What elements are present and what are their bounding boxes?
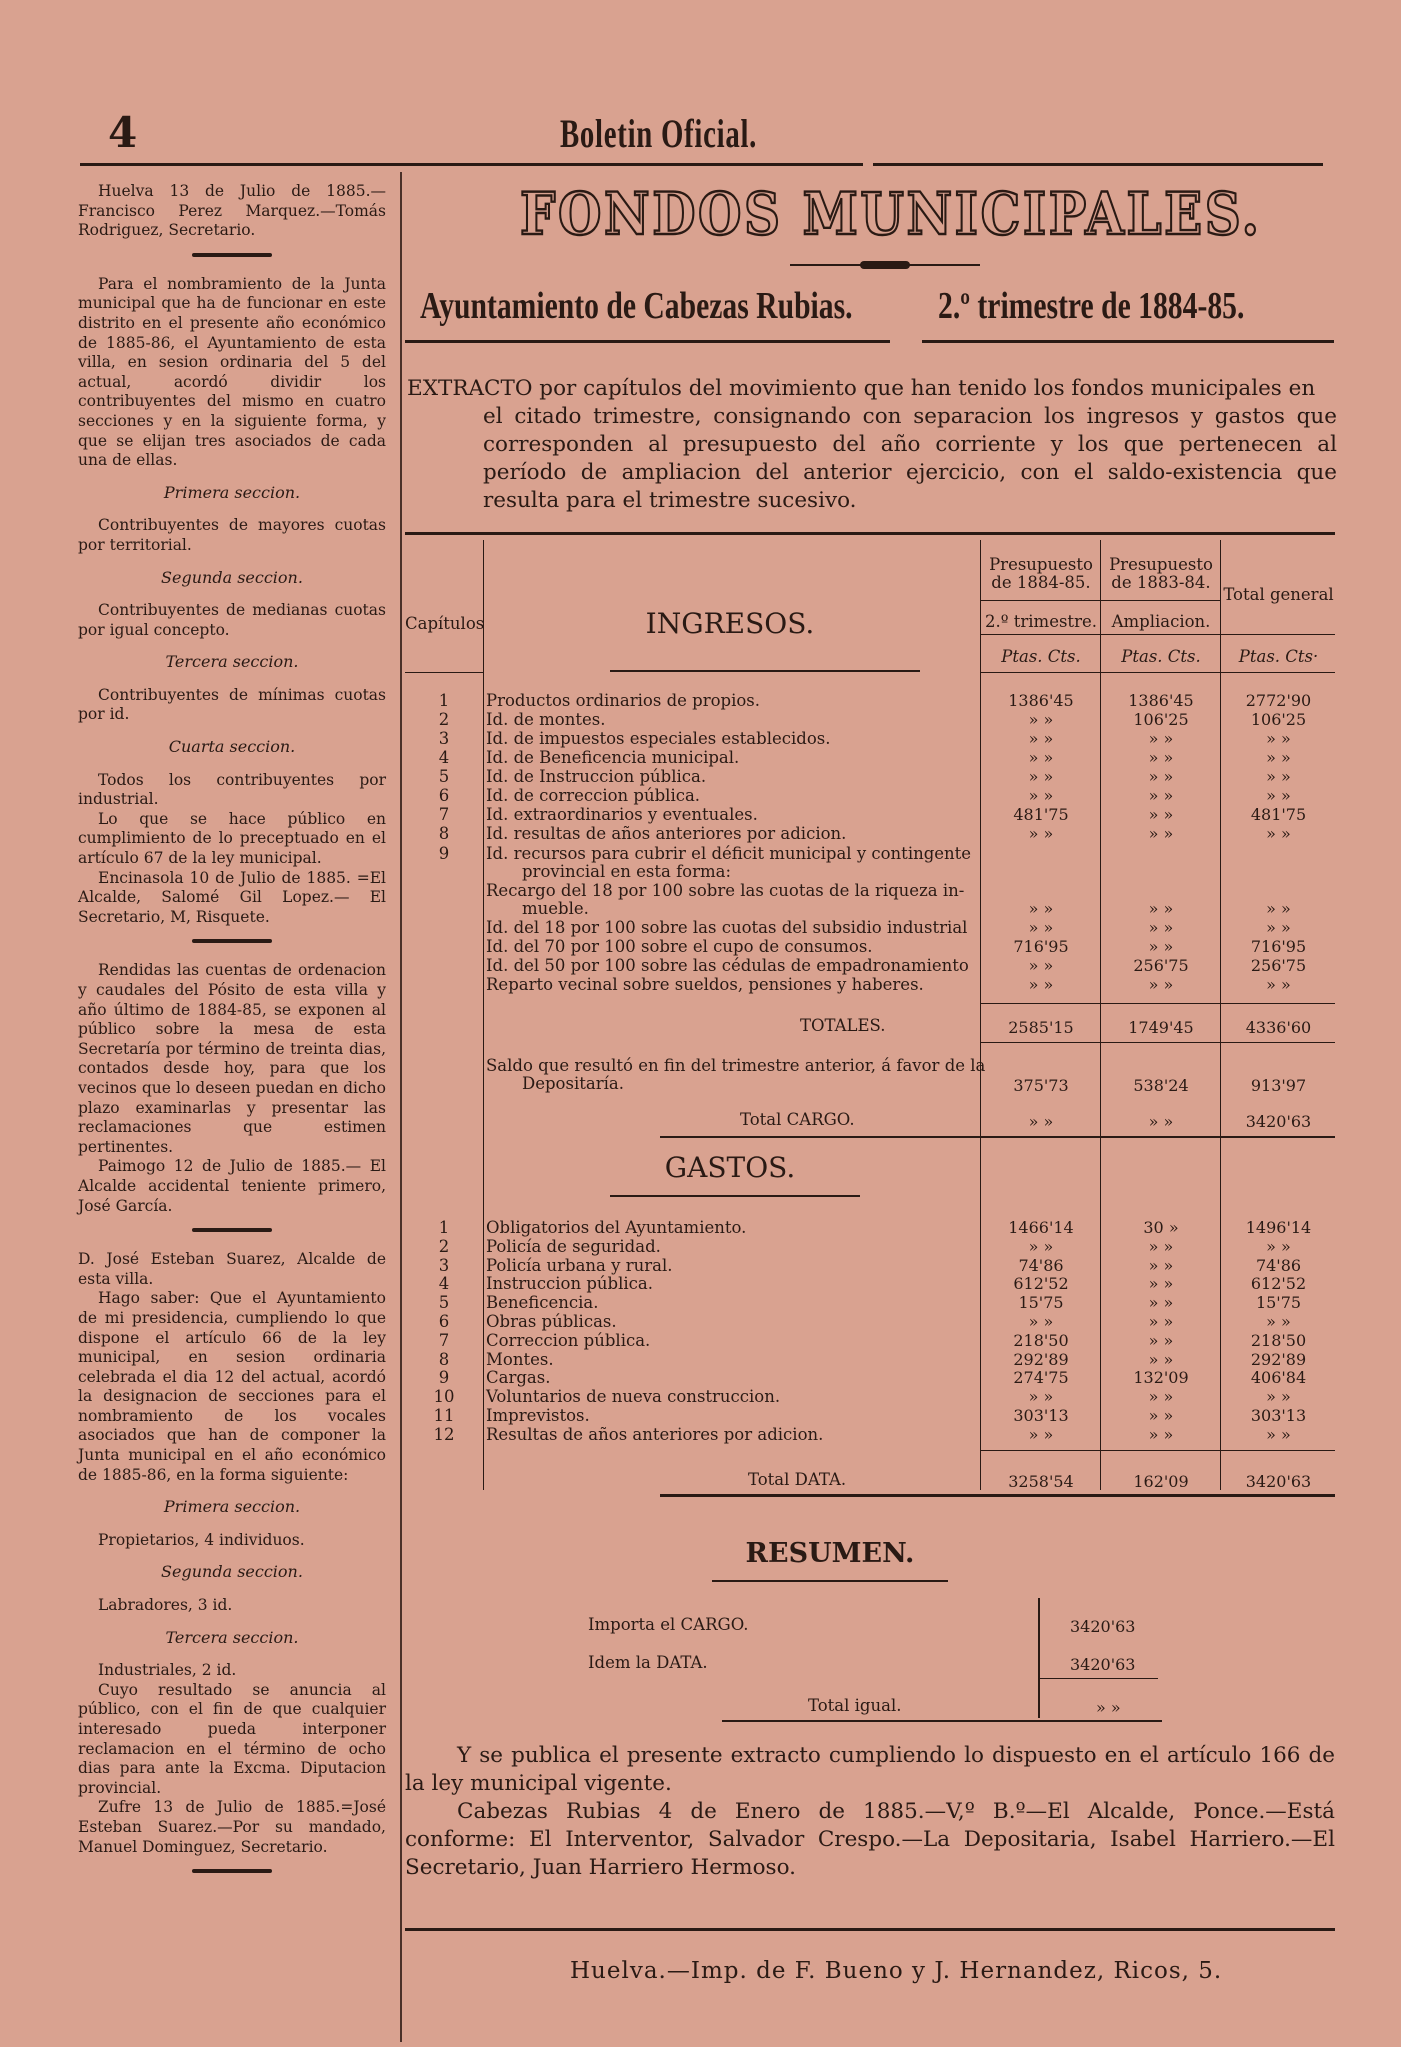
left-para: Rendidas las cuentas de ordenacion y caudales del Pósito de esta villa y año último de 1884-85, se exponen al público sobre la mesa de esta Secretaría por término de treinta dias, contados desde hoy, para que los vecinos que lo deseen puedan en dicho plazo examinarlas y presentar las reclamaciones que estimen pertinentes.	[78, 961, 386, 1156]
row-concept: Policía urbana y rural.	[486, 1256, 673, 1275]
row-value-b: » »	[1148, 975, 1174, 994]
section-heading: Primera seccion.	[163, 1497, 301, 1517]
row-number: 11	[433, 1406, 455, 1425]
row-value-b: » »	[1148, 937, 1174, 956]
row-number: 12	[433, 1425, 455, 1444]
ornament-divider	[192, 1228, 272, 1232]
resumen-title: RESUMEN.	[745, 1538, 915, 1569]
row-value-b: » »	[1148, 805, 1174, 824]
resumen-bottom-rule	[722, 1720, 1162, 1722]
row-value-a: » »	[1028, 918, 1054, 937]
row-value-t: 106'25	[1250, 710, 1307, 729]
extract-rest: el citado trimestre, consignando con separacion los ingresos y gastos que corresponden al presupuesto del año corriente y los que pertenecen al período de ampliacion del anterior ejercicio, con el saldo-existencia que resulta para el trimestre sucesivo.	[483, 404, 1337, 513]
table-hline	[405, 672, 483, 673]
row-value-b: » »	[1148, 786, 1174, 805]
data-label: Total DATA.	[748, 1470, 847, 1489]
row-value-t: 74'86	[1255, 1256, 1302, 1275]
row-value-b: » »	[1148, 767, 1174, 786]
row-value-a: 1386'45	[1008, 691, 1074, 710]
column-divider	[400, 172, 402, 2042]
unit-label: Ptas. Cts.	[1121, 647, 1201, 666]
row-value-t: 1496'14	[1245, 1218, 1312, 1237]
row-concept: Instruccion pública.	[486, 1274, 653, 1293]
row-value-t: » »	[1266, 1425, 1291, 1444]
row-value-b: » »	[1148, 1331, 1174, 1350]
row-value-b: » »	[1148, 1387, 1174, 1406]
row-value-t: » »	[1266, 748, 1291, 767]
left-para: Hago saber: Que el Ayuntamiento de mi presidencia, cumpliendo lo que dispone el artículo 66 de la ley municipal, en sesion ordinaria celebrada el dia 12 del actual, acordó la designacion de secciones para el nombramiento de los vocales asociados que han de componer la Junta municipal en el año económico de 1885-86, en la forma siguiente:	[78, 1289, 386, 1484]
row-number: 3	[438, 1256, 450, 1275]
row-value-t: 612'52	[1250, 1274, 1307, 1293]
row-concept: Id. del 50 por 100 sobre las cédulas de empadronamiento	[486, 956, 969, 975]
row-value-a: 274'75	[1013, 1368, 1069, 1387]
resumen-data-label: Idem la DATA.	[588, 1653, 708, 1672]
row-number: 9	[438, 844, 450, 863]
row-value-b: » »	[1148, 1350, 1174, 1369]
row-value-t: 218'50	[1250, 1331, 1307, 1350]
row-number: 2	[438, 1237, 450, 1256]
extract-first-line: EXTRACTO por capítulos del movimiento que han tenido los fondos municipales en	[407, 376, 1316, 401]
main-title: FONDOS MUNICIPALES.	[520, 180, 1262, 248]
row-value-a: » »	[1028, 748, 1054, 767]
extract-paragraph	[407, 375, 1337, 515]
page-number: 4	[108, 108, 138, 157]
header-rule-left	[80, 163, 863, 166]
row-number: 8	[438, 824, 450, 843]
data-b: 162'09	[1133, 1472, 1189, 1491]
row-value-b: 30 »	[1143, 1218, 1179, 1237]
row-value-a: 303'13	[1013, 1406, 1069, 1425]
row-value-t: 303'13	[1250, 1406, 1307, 1425]
closing-para: Y se publica el presente extracto cumpliendo lo dispuesto en el artículo 166 de la ley municipal vigente.	[405, 1743, 1335, 1796]
resumen-cargo-label: Importa el CARGO.	[588, 1615, 749, 1634]
totales-t: 4336'60	[1245, 1018, 1312, 1037]
section-heading: Tercera seccion.	[165, 1627, 299, 1647]
row-value-t: » »	[1266, 729, 1291, 748]
row-value-a: 15'75	[1018, 1293, 1064, 1312]
closing-para: Cabezas Rubias 4 de Enero de 1885.—V,º B.º—El Alcalde, Ponce.—Está conforme: El Interventor, Salvador Crespo.—La Depositaria, Isabel Harriero.—El Secretario, Juan Harriero Hermoso.	[405, 1799, 1335, 1880]
data-rule	[980, 1450, 1335, 1451]
row-value-t: 15'75	[1255, 1293, 1302, 1312]
row-concept: Obligatorios del Ayuntamiento.	[486, 1218, 747, 1237]
row-concept: Id. de correccion pública.	[486, 786, 701, 805]
row-value-b: » »	[1148, 899, 1174, 918]
row-value-t: 292'89	[1250, 1350, 1307, 1369]
row-value-t: 2772'90	[1245, 691, 1312, 710]
row-concept: Policía de seguridad.	[486, 1237, 661, 1256]
ornament-divider	[192, 253, 272, 257]
data-t: 3420'63	[1245, 1472, 1312, 1491]
ornament-divider	[192, 939, 272, 943]
row-concept: Id. de impuestos especiales establecidos.	[486, 729, 831, 748]
table-vline	[483, 540, 484, 1490]
row-concept: mueble.	[522, 899, 589, 918]
left-para: Para el nombramiento de la Junta municipal que ha de funcionar en este distrito en el presente año económico de 1885-86, el Ayuntamiento de esta villa, en sesion ordinaria del 5 del actual, acordó dividir los contribuyentes del mismo en cuatro secciones y en la siguiente forma, y que se elijan tres asociados de cada una de ellas.	[78, 274, 386, 470]
table-hline	[980, 672, 1335, 673]
row-value-a: 74'86	[1018, 1256, 1064, 1275]
row-value-a: 481'75	[1013, 805, 1069, 824]
row-concept: Voluntarios de nueva construccion.	[486, 1387, 781, 1406]
table-vline	[980, 540, 981, 1490]
resumen-data-value: 3420'63	[1070, 1655, 1136, 1674]
saldo-a: 375'73	[1013, 1076, 1069, 1095]
row-concept: Reparto vecinal sobre sueldos, pensiones y haberes.	[486, 975, 924, 994]
sub-rule-left	[405, 340, 890, 343]
left-para: Propietarios, 4 individuos.	[98, 1530, 305, 1549]
left-para: D. José Esteban Suarez, Alcalde de esta villa.	[78, 1250, 386, 1288]
cargo-t: 3420'63	[1245, 1112, 1312, 1131]
section-heading: Cuarta seccion.	[168, 737, 296, 757]
totales-a: 2585'15	[1008, 1018, 1074, 1037]
row-value-t: 716'95	[1250, 937, 1307, 956]
resumen-total-rule	[1040, 1678, 1158, 1679]
left-para: Contribuyentes de medianas cuotas por igual concepto.	[78, 601, 386, 639]
footer-rule	[405, 1928, 1335, 1931]
gastos-underline	[610, 1195, 860, 1197]
col-total: Total general	[1223, 585, 1334, 604]
cargo-rule	[660, 1136, 1335, 1138]
unit-label: Ptas. Cts·	[1238, 647, 1319, 666]
row-concept: Montes.	[486, 1350, 554, 1369]
totales-b: 1749'45	[1128, 1018, 1194, 1037]
row-concept: Correccion pública.	[486, 1331, 651, 1350]
row-concept: Beneficencia.	[486, 1293, 599, 1312]
unit-label: Ptas. Cts.	[1001, 647, 1081, 666]
data-rule-bottom	[660, 1494, 1335, 1497]
row-value-b: » »	[1148, 748, 1174, 767]
row-value-a: 292'89	[1013, 1350, 1069, 1369]
row-value-a: » »	[1028, 729, 1054, 748]
row-concept: Id. resultas de años anteriores por adicion.	[486, 824, 847, 843]
row-value-b: » »	[1148, 918, 1174, 937]
row-number: 7	[438, 805, 450, 824]
resumen-underline	[712, 1580, 948, 1582]
left-para: Industriales, 2 id.	[98, 1661, 237, 1680]
row-concept: Productos ordinarios de propios.	[486, 691, 761, 710]
row-value-b: » »	[1148, 1425, 1174, 1444]
row-number: 7	[438, 1331, 450, 1350]
saldo-t: 913'97	[1250, 1076, 1307, 1095]
table-hline	[980, 634, 1335, 635]
left-para: Encinasola 10 de Julio de 1885. =El Alcalde, Salomé Gil Lopez.— El Secretario, M, Risquete.	[78, 868, 386, 926]
row-value-t: » »	[1266, 824, 1291, 843]
left-para: Cuyo resultado se anuncia al público, con el fin de que cualquier interesado pueda interponer reclamacion en el término de ocho dias para ante la Excma. Diputacion provincial.	[78, 1680, 386, 1797]
row-value-b: 132'09	[1133, 1368, 1189, 1387]
row-value-b: » »	[1148, 729, 1174, 748]
left-para: Todos los contribuyentes por industrial.	[78, 770, 386, 809]
row-value-b: » »	[1148, 1256, 1174, 1275]
row-number: 1	[438, 691, 450, 710]
row-value-t: » »	[1266, 975, 1291, 994]
row-number: 2	[438, 710, 450, 729]
row-value-a: » »	[1028, 975, 1054, 994]
sub-rule-right	[922, 340, 1334, 343]
saldo-line2: Depositaría.	[522, 1074, 624, 1093]
closing-text	[405, 1742, 1335, 1882]
row-value-b: » »	[1148, 1293, 1174, 1312]
row-value-t: 406'84	[1250, 1368, 1307, 1387]
row-value-t: » »	[1266, 1387, 1291, 1406]
row-value-t: 256'75	[1250, 956, 1307, 975]
row-concept: Id. del 18 por 100 sobre las cuotas del subsidio industrial	[486, 918, 968, 937]
col-p1-a: Presupuesto	[989, 555, 1093, 574]
table-top-rule	[405, 532, 1335, 535]
row-concept: Obras públicas.	[486, 1312, 617, 1331]
left-para: Contribuyentes de mínimas cuotas por id.	[78, 685, 386, 724]
row-value-b: 106'25	[1133, 710, 1189, 729]
row-value-b: » »	[1148, 1312, 1174, 1331]
row-value-b: » »	[1148, 1406, 1174, 1425]
section-heading: Primera seccion.	[163, 482, 301, 502]
left-column	[78, 182, 386, 1891]
row-value-a: » »	[1028, 824, 1054, 843]
period-title: 2.º trimestre de 1884-85.	[938, 285, 1245, 327]
row-value-a: » »	[1028, 767, 1054, 786]
row-concept: Id. recursos para cubrir el déficit municipal y contingente	[486, 844, 972, 863]
row-number: 5	[438, 767, 450, 786]
row-value-t: » »	[1266, 786, 1291, 805]
row-number: 9	[438, 1368, 450, 1387]
row-value-a: 716'95	[1013, 937, 1069, 956]
saldo-b: 538'24	[1133, 1076, 1189, 1095]
header-title: Boletin Oficial.	[560, 111, 758, 156]
col-p2-a: Presupuesto	[1109, 555, 1213, 574]
left-para: Contribuyentes de mayores cuotas por territorial.	[78, 516, 386, 554]
left-para: Paimogo 12 de Julio de 1885.— El Alcalde accidental teniente primero, José García.	[78, 1157, 386, 1215]
left-para: Labradores, 3 id.	[98, 1596, 233, 1615]
table-vline	[1220, 540, 1221, 1490]
section-heading: Segunda seccion.	[161, 567, 303, 587]
totales-rule	[980, 1003, 1335, 1004]
col-capitulos: Capítulos	[405, 614, 485, 633]
totales-rule-bottom	[980, 1042, 1335, 1043]
row-value-b: » »	[1148, 824, 1174, 843]
row-number: 4	[438, 1274, 450, 1293]
cargo-a: » »	[1028, 1112, 1054, 1131]
row-value-a: 218'50	[1013, 1331, 1069, 1350]
row-number: 3	[438, 729, 450, 748]
row-concept: Recargo del 18 por 100 sobre las cuotas de la riqueza in-	[486, 881, 965, 900]
row-concept: provincial en esta forma:	[522, 862, 732, 881]
resumen-cargo-value: 3420'63	[1070, 1617, 1136, 1636]
table-hline	[980, 600, 1220, 601]
row-value-t: » »	[1266, 918, 1291, 937]
resumen-total-value: » »	[1096, 1698, 1121, 1717]
ingresos-title: INGRESOS.	[645, 607, 815, 640]
row-value-a: » »	[1028, 956, 1054, 975]
row-value-b: » »	[1148, 1237, 1174, 1256]
municipality-title: Ayuntamiento de Cabezas Rubias.	[420, 285, 853, 327]
row-concept: Id. de Instruccion pública.	[486, 767, 707, 786]
row-value-b: 256'75	[1133, 956, 1189, 975]
saldo-line1: Saldo que resultó en fin del trimestre anterior, á favor de la	[486, 1056, 986, 1075]
section-heading: Tercera seccion.	[165, 652, 299, 672]
row-value-t: » »	[1266, 1237, 1291, 1256]
totales-label: TOTALES.	[800, 1016, 886, 1035]
gastos-title: GASTOS.	[664, 1151, 796, 1184]
col-p1-b: de 1884-85.	[991, 573, 1091, 592]
left-para: Zufre 13 de Julio de 1885.=José Esteban Suarez.—Por su mandado, Manuel Dominguez, Secretario.	[78, 1798, 386, 1856]
row-number: 5	[438, 1293, 450, 1312]
row-value-t: » »	[1266, 1312, 1291, 1331]
left-para: Huelva 13 de Julio de 1885.— Francisco Perez Marquez.—Tomás Rodriguez, Secretario.	[78, 182, 386, 240]
row-value-b: 1386'45	[1128, 691, 1194, 710]
resumen-total-label: Total igual.	[808, 1696, 902, 1715]
row-value-t: » »	[1266, 899, 1291, 918]
row-value-a: » »	[1028, 786, 1054, 805]
row-value-t: » »	[1266, 767, 1291, 786]
col-p2-c: Ampliacion.	[1111, 612, 1211, 631]
row-value-a: » »	[1028, 1425, 1054, 1444]
cargo-b: » »	[1148, 1112, 1174, 1131]
row-concept: Id. de montes.	[486, 710, 606, 729]
title-ornament-dot	[860, 261, 910, 269]
ornament-divider	[192, 1869, 272, 1873]
row-concept: Imprevistos.	[486, 1406, 590, 1425]
imprint: Huelva.—Imp. de F. Bueno y J. Hernandez, Ricos, 5.	[570, 1958, 1223, 1984]
table-vline	[1100, 540, 1101, 1490]
row-concept: Id. del 70 por 100 sobre el cupo de consumos.	[486, 937, 873, 956]
row-number: 6	[438, 786, 450, 805]
row-value-a: » »	[1028, 1237, 1054, 1256]
header-rule-right	[873, 163, 1323, 166]
row-number: 8	[438, 1350, 450, 1369]
row-number: 6	[438, 1312, 450, 1331]
row-concept: Cargas.	[486, 1368, 551, 1387]
row-number: 4	[438, 748, 450, 767]
row-concept: Id. extraordinarios y eventuales.	[486, 805, 758, 824]
row-value-a: » »	[1028, 710, 1054, 729]
left-para: Lo que se hace público en cumplimiento de lo preceptuado en el artículo 67 de la ley municipal.	[78, 809, 386, 868]
data-a: 3258'54	[1008, 1472, 1074, 1491]
ingresos-underline	[610, 670, 920, 672]
col-p1-c: 2.º trimestre.	[985, 612, 1097, 631]
row-concept: Resultas de años anteriores por adicion.	[486, 1425, 824, 1444]
row-value-t: 481'75	[1250, 805, 1307, 824]
row-value-a: » »	[1028, 1312, 1054, 1331]
section-heading: Segunda seccion.	[161, 1562, 303, 1582]
row-value-b: » »	[1148, 1274, 1174, 1293]
row-value-a: 612'52	[1013, 1274, 1069, 1293]
cargo-label: Total CARGO.	[740, 1110, 855, 1129]
row-number: 10	[433, 1387, 455, 1406]
resumen-vline	[1038, 1598, 1040, 1718]
row-concept: Id. de Beneficencia municipal.	[486, 748, 740, 767]
row-value-a: 1466'14	[1008, 1218, 1074, 1237]
row-number: 1	[438, 1218, 450, 1237]
row-value-a: » »	[1028, 899, 1054, 918]
row-value-a: » »	[1028, 1387, 1054, 1406]
col-p2-b: de 1883-84.	[1111, 573, 1211, 592]
